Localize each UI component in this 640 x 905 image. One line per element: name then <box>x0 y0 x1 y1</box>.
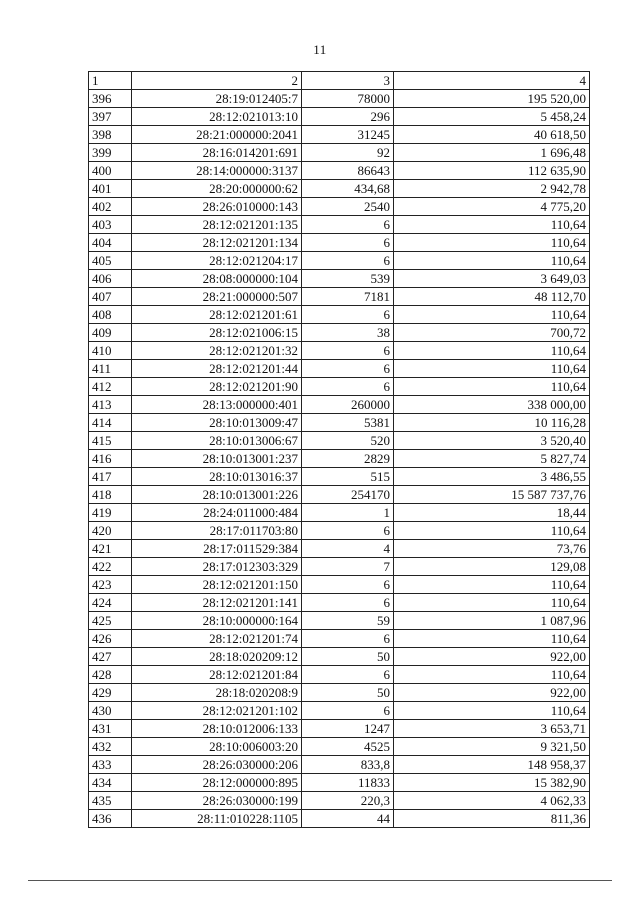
cadastral-number-cell: 28:10:013001:237 <box>132 450 302 468</box>
area-cell: 833,8 <box>302 756 394 774</box>
table-row <box>89 558 590 576</box>
area-cell: 6 <box>302 306 394 324</box>
table-row <box>89 198 590 216</box>
row-number-cell: 435 <box>89 792 132 810</box>
page-number: 11 <box>313 42 327 57</box>
cadastral-number-cell: 28:12:021201:90 <box>132 378 302 396</box>
area-cell: 7181 <box>302 288 394 306</box>
cadastral-number-cell: 28:12:021006:15 <box>132 324 302 342</box>
row-number-cell: 412 <box>89 378 132 396</box>
table-row <box>89 630 590 648</box>
cadastral-number-cell: 28:24:011000:484 <box>132 504 302 522</box>
column-header: 2 <box>132 72 302 90</box>
area-cell: 4 <box>302 540 394 558</box>
bottom-divider <box>28 880 612 881</box>
column-header: 4 <box>394 72 590 90</box>
value-cell: 922,00 <box>394 684 590 702</box>
column-header: 3 <box>302 72 394 90</box>
cadastral-number-cell: 28:20:000000:62 <box>132 180 302 198</box>
cadastral-number-cell: 28:08:000000:104 <box>132 270 302 288</box>
value-cell: 110,64 <box>394 522 590 540</box>
cadastral-number-cell: 28:12:021201:32 <box>132 342 302 360</box>
row-number-cell: 416 <box>89 450 132 468</box>
row-number-cell: 434 <box>89 774 132 792</box>
table-row <box>89 378 590 396</box>
table-header-row <box>89 72 590 90</box>
area-cell: 434,68 <box>302 180 394 198</box>
value-cell: 48 112,70 <box>394 288 590 306</box>
table-row <box>89 216 590 234</box>
value-cell: 195 520,00 <box>394 90 590 108</box>
cadastral-number-cell: 28:26:030000:206 <box>132 756 302 774</box>
area-cell: 6 <box>302 630 394 648</box>
cadastral-number-cell: 28:13:000000:401 <box>132 396 302 414</box>
row-number-cell: 402 <box>89 198 132 216</box>
area-cell: 539 <box>302 270 394 288</box>
row-number-cell: 418 <box>89 486 132 504</box>
row-number-cell: 415 <box>89 432 132 450</box>
row-number-cell: 411 <box>89 360 132 378</box>
table-row <box>89 540 590 558</box>
value-cell: 110,64 <box>394 252 590 270</box>
row-number-cell: 401 <box>89 180 132 198</box>
cadastral-number-cell: 28:21:000000:507 <box>132 288 302 306</box>
value-cell: 129,08 <box>394 558 590 576</box>
row-number-cell: 413 <box>89 396 132 414</box>
value-cell: 3 486,55 <box>394 468 590 486</box>
table-row <box>89 342 590 360</box>
table-body <box>89 90 590 828</box>
value-cell: 1 087,96 <box>394 612 590 630</box>
cadastral-number-cell: 28:12:021201:102 <box>132 702 302 720</box>
cadastral-number-cell: 28:12:021201:141 <box>132 594 302 612</box>
cadastral-number-cell: 28:17:011703:80 <box>132 522 302 540</box>
area-cell: 2540 <box>302 198 394 216</box>
value-cell: 9 321,50 <box>394 738 590 756</box>
value-cell: 110,64 <box>394 630 590 648</box>
row-number-cell: 398 <box>89 126 132 144</box>
area-cell: 6 <box>302 342 394 360</box>
row-number-cell: 430 <box>89 702 132 720</box>
cadastral-number-cell: 28:12:021201:135 <box>132 216 302 234</box>
area-cell: 6 <box>302 234 394 252</box>
area-cell: 5381 <box>302 414 394 432</box>
table-row <box>89 792 590 810</box>
area-cell: 6 <box>302 522 394 540</box>
row-number-cell: 423 <box>89 576 132 594</box>
value-cell: 148 958,37 <box>394 756 590 774</box>
table-row <box>89 702 590 720</box>
cadastral-number-cell: 28:17:011529:384 <box>132 540 302 558</box>
cadastral-number-cell: 28:10:000000:164 <box>132 612 302 630</box>
value-cell: 4 775,20 <box>394 198 590 216</box>
area-cell: 50 <box>302 684 394 702</box>
row-number-cell: 425 <box>89 612 132 630</box>
area-cell: 6 <box>302 252 394 270</box>
column-header: 1 <box>89 72 132 90</box>
table-row <box>89 504 590 522</box>
table-row <box>89 126 590 144</box>
row-number-cell: 429 <box>89 684 132 702</box>
value-cell: 700,72 <box>394 324 590 342</box>
cadastral-number-cell: 28:12:000000:895 <box>132 774 302 792</box>
row-number-cell: 432 <box>89 738 132 756</box>
value-cell: 5 458,24 <box>394 108 590 126</box>
area-cell: 59 <box>302 612 394 630</box>
cadastral-number-cell: 28:26:010000:143 <box>132 198 302 216</box>
area-cell: 50 <box>302 648 394 666</box>
value-cell: 2 942,78 <box>394 180 590 198</box>
table-row <box>89 756 590 774</box>
area-cell: 254170 <box>302 486 394 504</box>
value-cell: 10 116,28 <box>394 414 590 432</box>
cadastral-number-cell: 28:11:010228:1105 <box>132 810 302 828</box>
table-row <box>89 486 590 504</box>
area-cell: 78000 <box>302 90 394 108</box>
row-number-cell: 436 <box>89 810 132 828</box>
table-row <box>89 648 590 666</box>
table-row <box>89 360 590 378</box>
cadastral-number-cell: 28:10:012006:133 <box>132 720 302 738</box>
cadastral-number-cell: 28:10:013001:226 <box>132 486 302 504</box>
area-cell: 6 <box>302 702 394 720</box>
table-row <box>89 576 590 594</box>
table-row <box>89 162 590 180</box>
value-cell: 112 635,90 <box>394 162 590 180</box>
row-number-cell: 417 <box>89 468 132 486</box>
cadastral-number-cell: 28:10:013009:47 <box>132 414 302 432</box>
cadastral-number-cell: 28:10:013016:37 <box>132 468 302 486</box>
table-row <box>89 666 590 684</box>
area-cell: 220,3 <box>302 792 394 810</box>
row-number-cell: 420 <box>89 522 132 540</box>
value-cell: 338 000,00 <box>394 396 590 414</box>
table-row <box>89 180 590 198</box>
value-cell: 110,64 <box>394 216 590 234</box>
cadastral-number-cell: 28:16:014201:691 <box>132 144 302 162</box>
area-cell: 4525 <box>302 738 394 756</box>
value-cell: 110,64 <box>394 234 590 252</box>
table-row <box>89 396 590 414</box>
cadastral-number-cell: 28:26:030000:199 <box>132 792 302 810</box>
area-cell: 38 <box>302 324 394 342</box>
cadastral-number-cell: 28:12:021204:17 <box>132 252 302 270</box>
row-number-cell: 399 <box>89 144 132 162</box>
row-number-cell: 427 <box>89 648 132 666</box>
value-cell: 4 062,33 <box>394 792 590 810</box>
cadastral-number-cell: 28:14:000000:3137 <box>132 162 302 180</box>
area-cell: 6 <box>302 594 394 612</box>
value-cell: 110,64 <box>394 594 590 612</box>
row-number-cell: 421 <box>89 540 132 558</box>
table-row <box>89 414 590 432</box>
table-row <box>89 684 590 702</box>
table-row <box>89 144 590 162</box>
value-cell: 3 520,40 <box>394 432 590 450</box>
row-number-cell: 406 <box>89 270 132 288</box>
cadastral-number-cell: 28:12:021201:44 <box>132 360 302 378</box>
table-row <box>89 594 590 612</box>
row-number-cell: 428 <box>89 666 132 684</box>
value-cell: 110,64 <box>394 666 590 684</box>
table-row <box>89 288 590 306</box>
area-cell: 6 <box>302 378 394 396</box>
area-cell: 92 <box>302 144 394 162</box>
table-row <box>89 270 590 288</box>
row-number-cell: 407 <box>89 288 132 306</box>
cadastral-number-cell: 28:10:013006:67 <box>132 432 302 450</box>
row-number-cell: 433 <box>89 756 132 774</box>
cadastral-number-cell: 28:10:006003:20 <box>132 738 302 756</box>
value-cell: 15 587 737,76 <box>394 486 590 504</box>
row-number-cell: 431 <box>89 720 132 738</box>
row-number-cell: 419 <box>89 504 132 522</box>
value-cell: 1 696,48 <box>394 144 590 162</box>
row-number-cell: 404 <box>89 234 132 252</box>
area-cell: 6 <box>302 360 394 378</box>
value-cell: 40 618,50 <box>394 126 590 144</box>
table-row <box>89 720 590 738</box>
cadastral-number-cell: 28:12:021201:84 <box>132 666 302 684</box>
area-cell: 2829 <box>302 450 394 468</box>
value-cell: 3 653,71 <box>394 720 590 738</box>
table-row <box>89 324 590 342</box>
cadastral-number-cell: 28:12:021201:74 <box>132 630 302 648</box>
value-cell: 5 827,74 <box>394 450 590 468</box>
cadastral-number-cell: 28:17:012303:329 <box>132 558 302 576</box>
value-cell: 18,44 <box>394 504 590 522</box>
area-cell: 7 <box>302 558 394 576</box>
row-number-cell: 422 <box>89 558 132 576</box>
area-cell: 44 <box>302 810 394 828</box>
area-cell: 6 <box>302 216 394 234</box>
row-number-cell: 397 <box>89 108 132 126</box>
value-cell: 811,36 <box>394 810 590 828</box>
cadastral-number-cell: 28:21:000000:2041 <box>132 126 302 144</box>
row-number-cell: 400 <box>89 162 132 180</box>
cadastral-number-cell: 28:18:020209:12 <box>132 648 302 666</box>
value-cell: 15 382,90 <box>394 774 590 792</box>
table-row <box>89 522 590 540</box>
table-row <box>89 90 590 108</box>
value-cell: 110,64 <box>394 342 590 360</box>
area-cell: 6 <box>302 666 394 684</box>
row-number-cell: 396 <box>89 90 132 108</box>
cadastral-number-cell: 28:12:021201:150 <box>132 576 302 594</box>
area-cell: 1247 <box>302 720 394 738</box>
table-row <box>89 738 590 756</box>
table-row <box>89 234 590 252</box>
table-row <box>89 810 590 828</box>
cadastral-number-cell: 28:12:021013:10 <box>132 108 302 126</box>
area-cell: 11833 <box>302 774 394 792</box>
area-cell: 515 <box>302 468 394 486</box>
value-cell: 110,64 <box>394 306 590 324</box>
table-row <box>89 774 590 792</box>
value-cell: 110,64 <box>394 576 590 594</box>
cadastral-number-cell: 28:19:012405:7 <box>132 90 302 108</box>
area-cell: 31245 <box>302 126 394 144</box>
area-cell: 296 <box>302 108 394 126</box>
table-row <box>89 252 590 270</box>
table-row <box>89 450 590 468</box>
table-row <box>89 108 590 126</box>
row-number-cell: 424 <box>89 594 132 612</box>
value-cell: 922,00 <box>394 648 590 666</box>
row-number-cell: 426 <box>89 630 132 648</box>
area-cell: 260000 <box>302 396 394 414</box>
table-row <box>89 612 590 630</box>
area-cell: 520 <box>302 432 394 450</box>
table-row <box>89 468 590 486</box>
value-cell: 73,76 <box>394 540 590 558</box>
registry-table <box>88 71 590 828</box>
area-cell: 86643 <box>302 162 394 180</box>
value-cell: 110,64 <box>394 702 590 720</box>
cadastral-number-cell: 28:12:021201:134 <box>132 234 302 252</box>
row-number-cell: 409 <box>89 324 132 342</box>
table-row <box>89 306 590 324</box>
area-cell: 1 <box>302 504 394 522</box>
value-cell: 110,64 <box>394 378 590 396</box>
cadastral-number-cell: 28:12:021201:61 <box>132 306 302 324</box>
value-cell: 110,64 <box>394 360 590 378</box>
row-number-cell: 410 <box>89 342 132 360</box>
area-cell: 6 <box>302 576 394 594</box>
cadastral-number-cell: 28:18:020208:9 <box>132 684 302 702</box>
row-number-cell: 414 <box>89 414 132 432</box>
row-number-cell: 408 <box>89 306 132 324</box>
row-number-cell: 403 <box>89 216 132 234</box>
value-cell: 3 649,03 <box>394 270 590 288</box>
row-number-cell: 405 <box>89 252 132 270</box>
table-row <box>89 432 590 450</box>
